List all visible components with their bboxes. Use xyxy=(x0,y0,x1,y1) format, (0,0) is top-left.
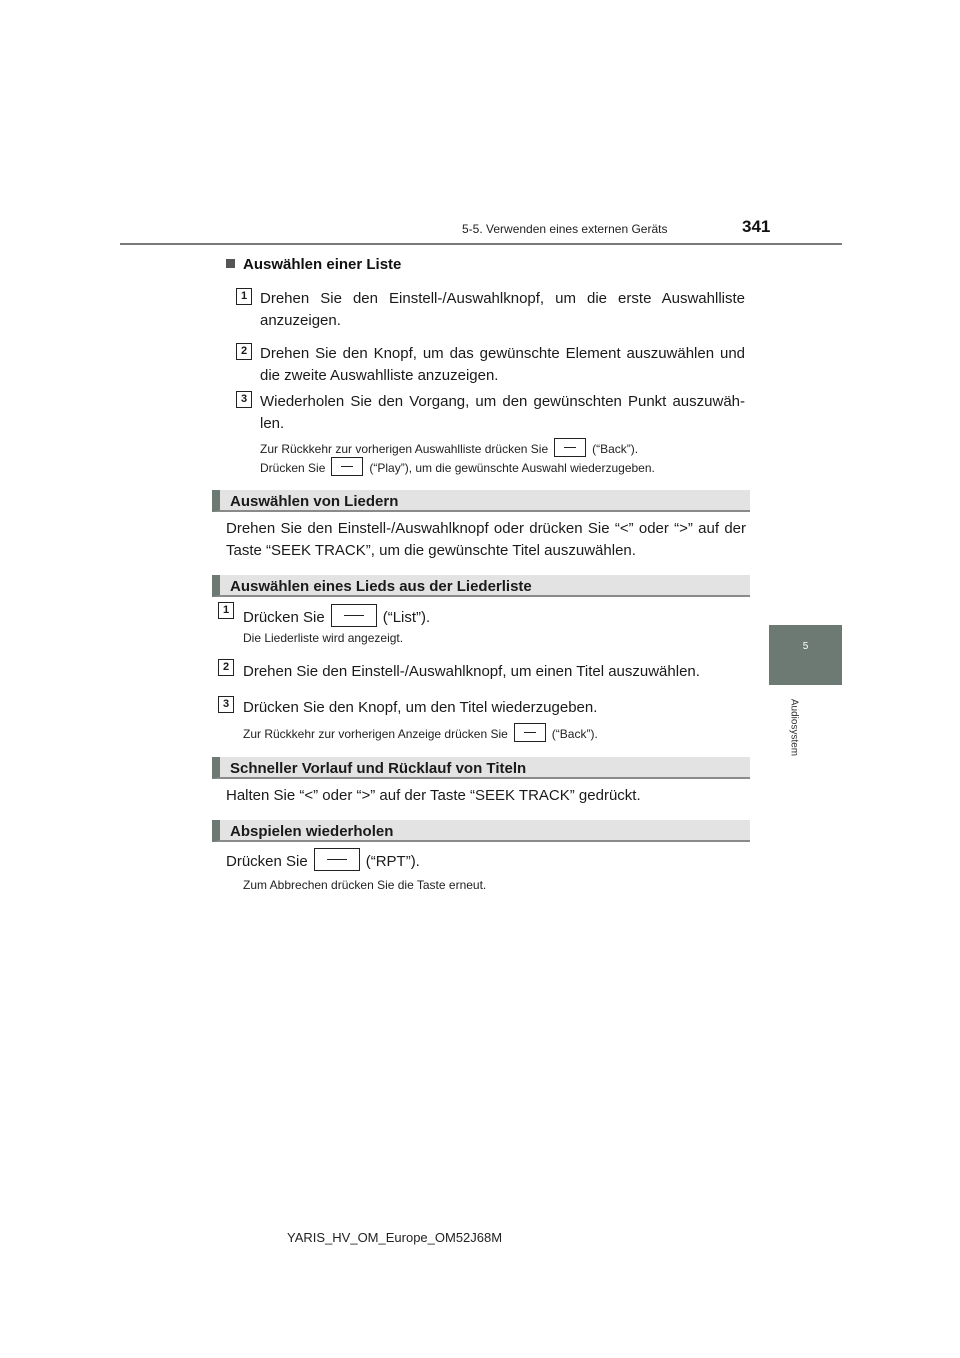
step-text xyxy=(243,604,743,629)
step-text: Drehen Sie den Knopf, um das gewünschte Element auszuwählen und die zweite Auswahlliste anzuzeigen. xyxy=(260,345,745,384)
chapter-number: 5 xyxy=(802,641,809,652)
list-key-icon xyxy=(331,604,377,627)
section-heading-bar xyxy=(212,820,750,842)
step-text-part: Drücken Sie xyxy=(243,609,325,626)
chapter-tab xyxy=(769,625,842,685)
step-badge: 2 xyxy=(218,659,234,676)
square-bullet-icon xyxy=(226,259,235,268)
body-text-part: (“RPT”). xyxy=(365,853,420,870)
document-code: YARIS_HV_OM_Europe_OM52J68M xyxy=(287,1230,503,1245)
section-heading-bar xyxy=(212,575,750,597)
back-key-icon xyxy=(514,723,546,742)
note xyxy=(260,457,750,477)
note xyxy=(260,438,750,458)
section-heading: Auswählen von Liedern xyxy=(230,493,399,510)
header-divider xyxy=(120,243,842,245)
step-text: Drehen Sie den Einstell-/Auswahlknopf, um die erste Auswahlliste anzuzeigen. xyxy=(260,290,745,329)
step-text-part: (“List”). xyxy=(382,609,431,626)
step-text: Drehen Sie den Einstell-/Auswahlknopf, um einen Titel auszuwählen. xyxy=(243,663,700,680)
chapter-label: Audiosystem xyxy=(788,698,800,757)
rpt-key-icon xyxy=(314,848,360,871)
play-key-icon xyxy=(331,457,363,476)
note-text: Zur Rückkehr zur vorherigen Anzeige drücken Sie xyxy=(243,727,508,741)
note: Zum Abbrechen drücken Sie die Taste erneut. xyxy=(243,878,487,892)
note-text: Zur Rückkehr zur vorherigen Auswahlliste drücken Sie xyxy=(260,442,549,456)
step-text: Drücken Sie den Knopf, um den Titel wiederzugeben. xyxy=(243,699,598,716)
note-text: Drücken Sie xyxy=(260,461,326,475)
section-heading: Abspielen wiederholen xyxy=(230,823,394,840)
step-badge: 2 xyxy=(236,343,252,360)
body-text xyxy=(226,848,746,873)
note xyxy=(243,723,743,743)
note-text: (“Back”). xyxy=(592,442,639,456)
section-heading-bar xyxy=(212,490,750,512)
step-badge: 1 xyxy=(218,602,234,619)
section-heading-bar xyxy=(212,757,750,779)
list-selection-heading xyxy=(226,256,401,273)
note-text: (“Back”). xyxy=(551,727,598,741)
section-title: 5-5. Verwenden eines externen Geräts xyxy=(462,222,668,236)
body-text-part: Drücken Sie xyxy=(226,853,308,870)
note-text: (“Play”), um die gewünschte Auswahl wiederzugeben. xyxy=(369,461,655,475)
step-badge: 1 xyxy=(236,288,252,305)
section-heading: Auswählen eines Lieds aus der Liederliste xyxy=(230,578,532,595)
step-text: Wiederholen Sie den Vorgang, um den gewünschten Punkt auszuwäh-len. xyxy=(260,393,745,432)
page-number: 341 xyxy=(742,217,771,236)
body-text: Drehen Sie den Einstell-/Auswahlknopf oder drücken Sie “<” oder “>” auf der Taste “SEEK TRACK”, um die gewünschte Titel auszuwählen. xyxy=(226,520,746,559)
list-selection-heading-text: Auswählen einer Liste xyxy=(243,256,402,273)
back-key-icon xyxy=(554,438,586,457)
note: Die Liederliste wird angezeigt. xyxy=(243,631,404,645)
step-badge: 3 xyxy=(218,696,234,713)
step-badge: 3 xyxy=(236,391,252,408)
section-heading: Schneller Vorlauf und Rücklauf von Titeln xyxy=(230,760,527,777)
body-text: Halten Sie “<” oder “>” auf der Taste “SEEK TRACK” gedrückt. xyxy=(226,787,641,804)
